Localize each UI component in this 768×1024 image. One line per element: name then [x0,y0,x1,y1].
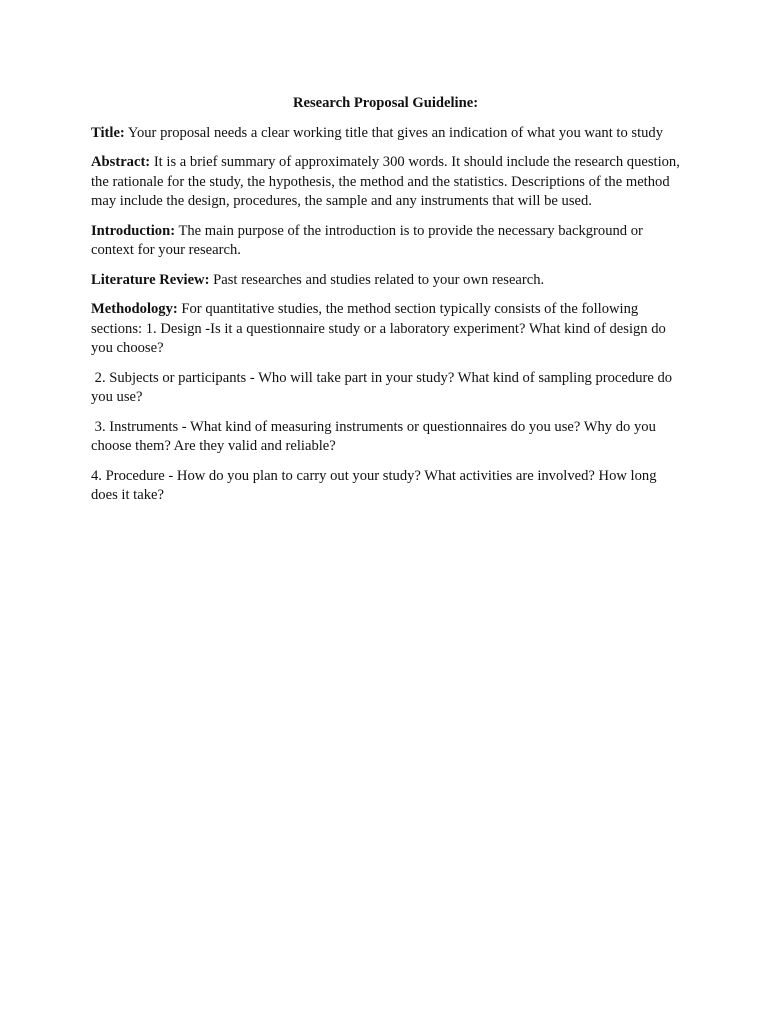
methodology-step-instruments: 3. Instruments - What kind of measuring instruments or questionnaires do you use? Why do you choose them? Are they valid and reliable? [91,418,660,454]
section-methodology [91,300,680,359]
section-introduction [91,222,680,261]
section-text: For quantitative studies, the method section typically consists of the following sections: 1. Design -Is it a questionnaire study or a laboratory experiment? What kind of design do you choose? [91,301,666,356]
methodology-step-procedure: 4. Procedure - How do you plan to carry out your study? What activities are involved? How long does it take? [91,467,657,503]
section-literature-review [91,271,680,291]
section-label: Abstract: [91,154,151,170]
section-label: Literature Review: [91,271,210,288]
methodology-step-subjects: 2. Subjects or participants - Who will take part in your study? What kind of sampling procedure do you use? [91,369,676,405]
section-text: Your proposal needs a clear working title that gives an indication of what you want to study [124,124,664,141]
document-title: Research Proposal Guideline: [292,95,479,111]
section-text: The main purpose of the introduction is to provide the necessary background or context for your research. [91,222,643,258]
section-title [91,124,680,144]
section-abstract [91,153,680,212]
section-label: Methodology: [91,301,178,317]
document-body [91,94,680,516]
section-text: It is a brief summary of approximately 300 words. It should include the research question, the rationale for the study, the hypothesis, the method and the statistics. Descriptions of the method may include the design, procedures, the sample and any instruments that will be used. [91,154,680,209]
section-label: Title: [91,124,125,141]
section-text: Past researches and studies related to your own research. [209,271,545,288]
section-label: Introduction: [91,222,176,239]
